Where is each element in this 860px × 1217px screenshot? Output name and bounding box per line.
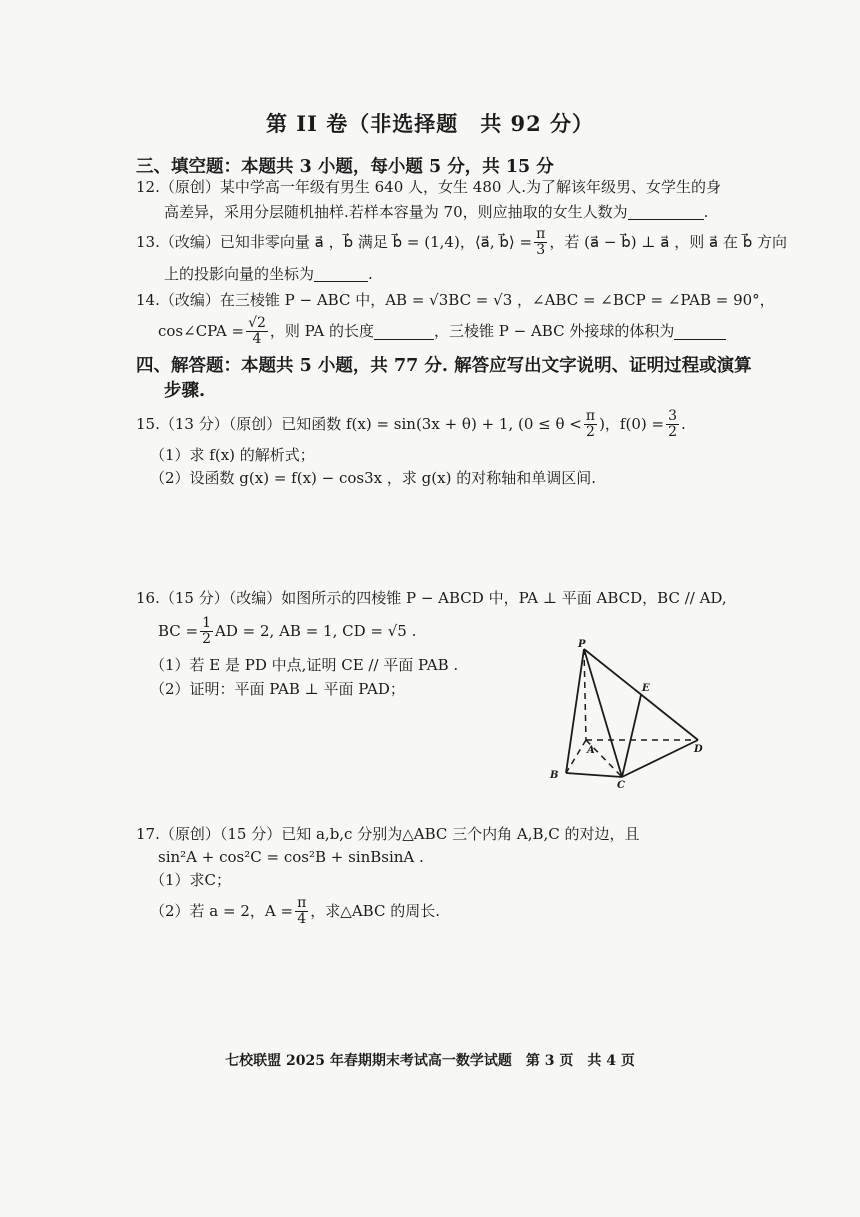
label-E: E (642, 683, 650, 694)
edge-BC (566, 773, 622, 777)
label-D: D (694, 744, 703, 755)
q12-answer-blank (628, 204, 704, 220)
q14-fraction: $\frac{√2}{4}$ (248, 314, 266, 347)
label-A: A (587, 745, 595, 756)
q15-fraction-2: $\frac{3}{2}$ (668, 407, 677, 440)
q13-fraction: $\frac{\pi}{3}$ (536, 225, 546, 258)
q13-line2: 上的投影向量的坐标为 . (164, 265, 373, 283)
q13-line1: 13.（改编）已知非零向量 a⃗ ，b⃗ 满足 b⃗ = (1,4)，⟨a⃗, b⃗⟩ = $\frac{\pi}{3}$ ，若 (a⃗ − b⃗) ⊥ a⃗ ，则 a⃗ 在 b⃗ 方向 (136, 225, 788, 258)
q17-part2: （2）若 a = 2，A = $\frac{\pi}{4}$ ，求△ABC 的周长. (150, 894, 440, 927)
q14-answer-blank-2 (674, 323, 726, 340)
q14-line2: cos∠CPA = $\frac{√2}{4}$ ，则 PA 的长度 ，三棱锥 P − ABC 外接球的体积为 (158, 313, 726, 349)
q15-fraction-1: $\frac{\pi}{2}$ (585, 407, 596, 440)
pyramid-figure (540, 635, 720, 795)
section-four-heading-cont: 步骤. (164, 381, 206, 401)
page-title: 第 II 卷（非选择题 共 92 分） (265, 111, 595, 136)
q15-part2: （2）设函数 g(x) = f(x) − cos3x ，求 g(x) 的对称轴和单调区间. (150, 469, 596, 487)
label-P: P (578, 639, 586, 650)
edge-PD (584, 649, 698, 740)
label-C: C (617, 780, 625, 791)
q17-line2: sin²A + cos²C = cos²B + sinBsinA . (158, 848, 424, 866)
q13-answer-blank (314, 266, 368, 282)
q16-line2: BC = $\frac{1}{2}$ AD = 2, AB = 1, CD = √5 . (158, 614, 417, 647)
q14-line1: 14.（改编）在三棱锥 P − ABC 中，AB = √3BC = √3 ，∠ABC = ∠BCP = ∠PAB = 90°， (136, 291, 775, 309)
q16-fraction: $\frac{1}{2}$ (202, 614, 212, 647)
q17-line1: 17.（原创）（15 分）已知 a,b,c 分别为△ABC 三个内角 A,B,C 的对边，且 (136, 825, 640, 843)
q12-text: 高差异，采用分层随机抽样.若样本容量为 70，则应抽取的女生人数为 (164, 203, 628, 221)
edge-PB (566, 649, 584, 773)
q15-part1: （1）求 f(x) 的解析式； (150, 446, 315, 464)
q17-part1: （1）求C； (150, 871, 232, 889)
edge-PA-hidden (584, 649, 586, 740)
q16-line1: 16.（15 分）（改编）如图所示的四棱锥 P − ABCD 中，PA ⊥ 平面 ABCD，BC // AD, (136, 589, 727, 607)
q12-line1: 12.（原创）某中学高一年级有男生 640 人，女生 480 人.为了解该年级男、女学生的身 (136, 178, 721, 196)
page-footer: 七校联盟 2025 年春期期末考试高一数学试题 第 3 页 共 4 页 (225, 1053, 635, 1069)
edge-CD (622, 740, 698, 777)
q14-answer-blank-1 (374, 323, 434, 340)
q17-fraction: $\frac{\pi}{4}$ (297, 894, 307, 927)
section-three-heading: 三、填空题：本题共 3 小题，每小题 5 分，共 15 分 (136, 157, 554, 177)
q12-line2: 高差异，采用分层随机抽样.若样本容量为 70，则应抽取的女生人数为 . (164, 203, 709, 221)
q16-part1: （1）若 E 是 PD 中点,证明 CE // 平面 PAB . (150, 656, 459, 674)
q15-line1: 15.（13 分）（原创）已知函数 f(x) = sin(3x + θ) + 1, (0 ≤ θ < $\frac{\pi}{2}$ )，f(0) = $\frac{3}{2}$ . (136, 407, 686, 440)
label-B: B (550, 770, 559, 781)
q16-part2: （2）证明：平面 PAB ⊥ 平面 PAD； (150, 680, 405, 698)
edge-CE (622, 695, 641, 777)
section-four-heading: 四、解答题：本题共 5 小题，共 77 分. 解答应写出文字说明、证明过程或演算 (136, 356, 752, 376)
